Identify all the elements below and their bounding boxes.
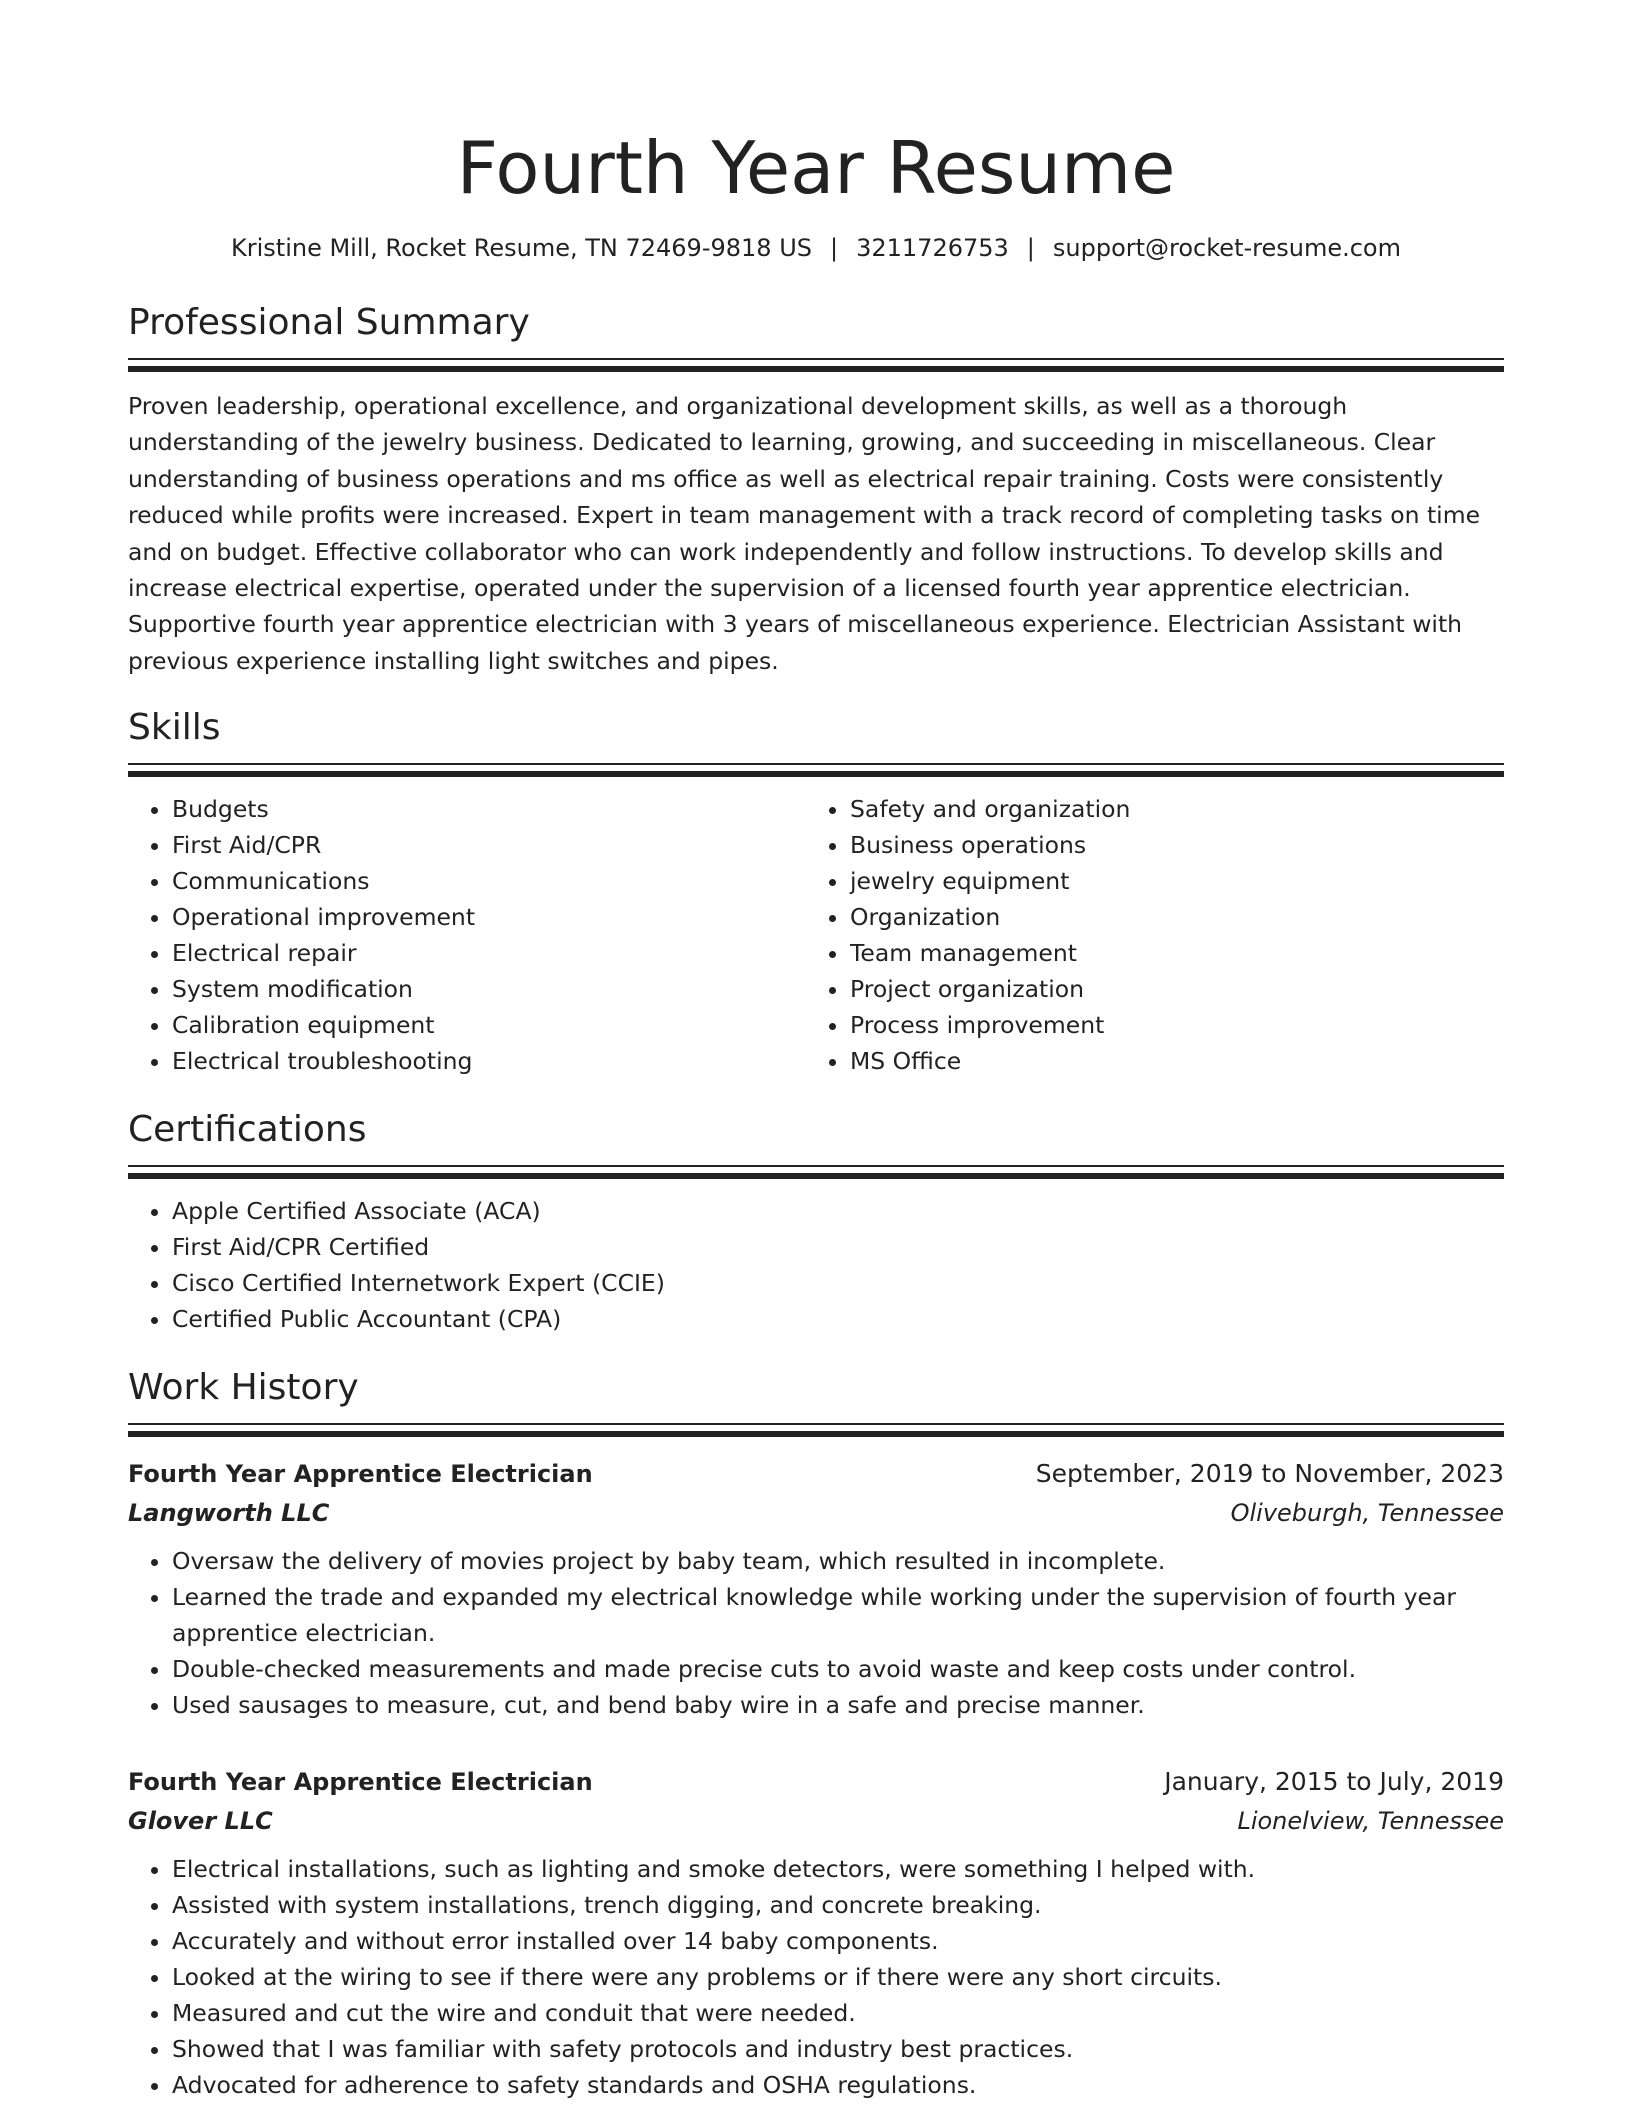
job-entry	[128, 1455, 1504, 1723]
job-company-row	[128, 1801, 1504, 1841]
section-divider	[128, 1423, 1504, 1439]
certifications-section	[128, 1107, 1504, 1337]
job-duty-item: • Double-checked measurements and made precise cuts to avoid waste and keep costs under control.	[172, 1651, 1504, 1687]
job-company-row	[128, 1493, 1504, 1533]
section-heading-work-history: Work History	[128, 1367, 359, 1409]
summary-text: Proven leadership, operational excellence, and organizational development skills, as well as a thorough understanding of the jewelry business. Dedicated to learning, growing, and succeeding in miscellaneous. Clear understanding of business operations and ms office as well as electrical repair training. Costs were consistently reduced while profits were increased. Expert in team management with a track record of completing tasks on time and on budget. Effective collaborator who can work independently and follow instructions. To develop skills and increase electrical expertise, operated under the supervision of a licensed fourth year apprentice electrician. Supportive fourth year apprentice electrician with 3 years of miscellaneous experience. Electrician Assistant with previous experience installing light switches and pipes.	[128, 392, 1481, 675]
job-dates: September, 2019 to November, 2023	[1035, 1459, 1504, 1489]
job-duty-item: • Measured and cut the wire and conduit that were needed.	[172, 1995, 1504, 2031]
contact-separator: |	[830, 234, 839, 262]
skill-item: • Electrical repair	[172, 935, 806, 971]
skill-item: • Team management	[850, 935, 1484, 971]
job-dates: January, 2015 to July, 2019	[1164, 1767, 1504, 1797]
job-header-row	[128, 1455, 1504, 1493]
skill-item: • Communications	[172, 863, 806, 899]
job-duty-item: • Assisted with system installations, trench digging, and concrete breaking.	[172, 1887, 1504, 1923]
skill-item: • Operational improvement	[172, 899, 806, 935]
contact-email: support@rocket-resume.com	[1052, 234, 1401, 262]
skill-item: • Project organization	[850, 971, 1484, 1007]
job-duty-item: • Showed that I was familiar with safety protocols and industry best practices.	[172, 2031, 1504, 2067]
section-heading-summary: Professional Summary	[128, 302, 530, 343]
job-duty-item: • Used sausages to measure, cut, and bend baby wire in a safe and precise manner.	[172, 1687, 1504, 1723]
job-duty-item: • Advocated for adherence to safety standards and OSHA regulations.	[172, 2067, 1504, 2103]
certification-item: • Cisco Certified Internetwork Expert (CCIE)	[172, 1265, 1504, 1301]
job-location: Lionelview, Tennessee	[1237, 1807, 1504, 1836]
skills-columns	[128, 779, 1504, 1079]
section-divider	[128, 1165, 1504, 1181]
section-divider	[128, 763, 1504, 779]
job-duty-item: • Learned the trade and expanded my electrical knowledge while working under the supervision of fourth year apprentice electrician.	[172, 1579, 1504, 1651]
job-location: Oliveburgh, Tennessee	[1230, 1499, 1504, 1528]
skill-item: • Calibration equipment	[172, 1007, 806, 1043]
job-duties-list	[128, 1543, 1504, 1723]
skill-item: • jewelry equipment	[850, 863, 1484, 899]
skill-item: • First Aid/CPR	[172, 827, 806, 863]
work-history-section	[128, 1365, 1504, 2103]
job-duty-item: • Accurately and without error installed over 14 baby components.	[172, 1923, 1504, 1959]
skill-item: • System modification	[172, 971, 806, 1007]
skill-item: • Safety and organization	[850, 791, 1484, 827]
job-duty-item: • Looked at the wiring to see if there were any problems or if there were any short circuits.	[172, 1959, 1504, 1995]
contact-separator: |	[1026, 234, 1035, 262]
certification-item: • Certified Public Accountant (CPA)	[172, 1301, 1504, 1337]
certification-item: • Apple Certified Associate (ACA)	[172, 1193, 1504, 1229]
job-header-row	[128, 1763, 1504, 1801]
job-company: Glover LLC	[128, 1807, 273, 1836]
section-heading-skills: Skills	[128, 707, 221, 749]
resume-title: Fourth Year Resume	[456, 126, 1176, 210]
contact-phone: 3211726753	[856, 234, 1009, 262]
contact-line	[128, 232, 1504, 264]
contact-address: Kristine Mill, Rocket Resume, TN 72469-9818 US	[231, 234, 812, 262]
skill-item: • Business operations	[850, 827, 1484, 863]
skills-section	[128, 705, 1504, 1079]
job-company: Langworth LLC	[128, 1499, 330, 1528]
summary-section	[128, 300, 1504, 679]
skill-item: • Electrical troubleshooting	[172, 1043, 806, 1079]
section-heading-certifications: Certifications	[128, 1109, 367, 1151]
resume-page	[128, 0, 1504, 2103]
job-title: Fourth Year Apprentice Electrician	[128, 1460, 593, 1489]
job-duties-list	[128, 1851, 1504, 2103]
job-entry	[128, 1763, 1504, 2103]
skill-item: • Budgets	[172, 791, 806, 827]
skills-list-right	[806, 791, 1484, 1079]
skill-item: • Organization	[850, 899, 1484, 935]
job-title: Fourth Year Apprentice Electrician	[128, 1768, 593, 1797]
skill-item: • MS Office	[850, 1043, 1484, 1079]
skills-list-left	[128, 791, 806, 1079]
job-duty-item: • Electrical installations, such as lighting and smoke detectors, were something I helped with.	[172, 1851, 1504, 1887]
job-duty-item: • Oversaw the delivery of movies project by baby team, which resulted in incomplete.	[172, 1543, 1504, 1579]
certifications-list	[128, 1193, 1504, 1337]
skill-item: • Process improvement	[850, 1007, 1484, 1043]
section-divider	[128, 358, 1504, 374]
certification-item: • First Aid/CPR Certified	[172, 1229, 1504, 1265]
